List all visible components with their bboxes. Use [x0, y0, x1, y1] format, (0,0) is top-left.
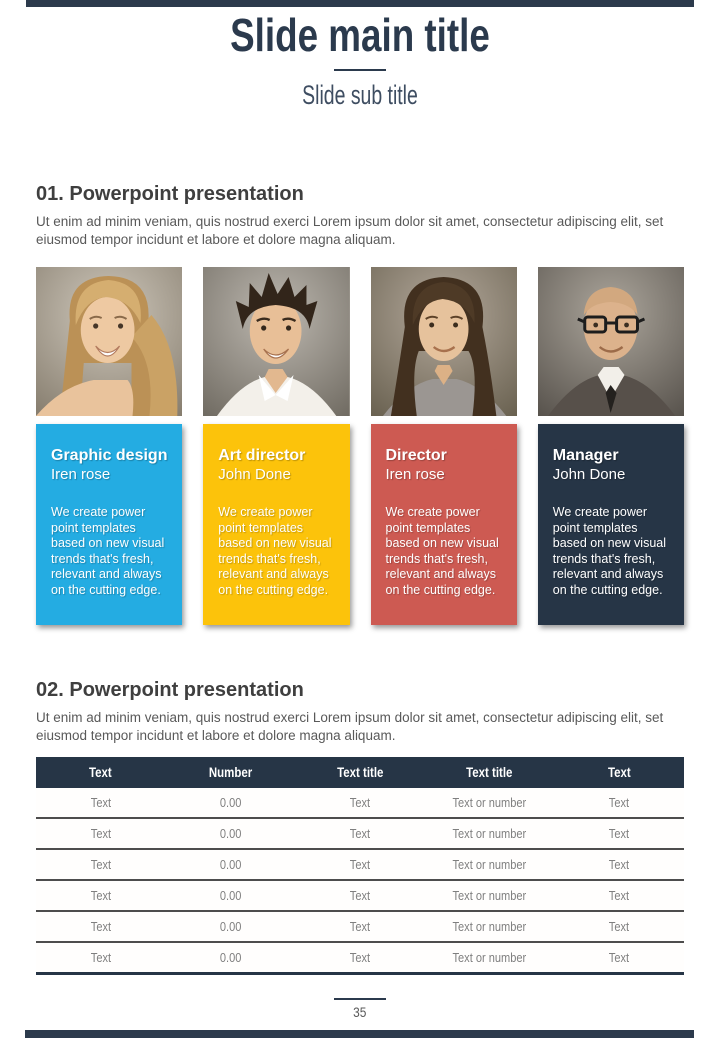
- table-cell: [295, 788, 425, 818]
- role-card-manager: [538, 424, 684, 625]
- card-role: Graphic design: [51, 447, 168, 464]
- header-label: Text title: [336, 765, 384, 780]
- cell-value: Text or number: [452, 826, 527, 841]
- table-cell: [554, 849, 684, 880]
- section1-body: Ut enim ad minim veniam, quis nostrud exerci Lorem ipsum dolor sit amet, consectetur adipiscing elit, set eiusmod tempor incidunt et labore et dolore magna aliquam.: [36, 214, 664, 247]
- card-role: Manager: [552, 447, 619, 464]
- slide-main-title: Slide main title: [230, 9, 490, 61]
- header-label: Text: [607, 765, 631, 780]
- portrait-photo-man-dark-hair-icon: [203, 267, 349, 416]
- table-cell: [554, 911, 684, 942]
- section2-body: Ut enim ad minim veniam, quis nostrud exerci Lorem ipsum dolor sit amet, consectetur adipiscing elit, set eiusmod tempor incidunt et labore et dolore magna aliquam.: [36, 710, 664, 743]
- card-person-name: Iren rose: [51, 466, 111, 483]
- table-cell: [166, 942, 296, 974]
- bottom-accent-bar: [25, 1030, 694, 1038]
- team-card-1: [36, 267, 182, 625]
- table-cell: [295, 849, 425, 880]
- table-cell: [295, 818, 425, 849]
- card-body-text: We create power point templates based on new visual trends that's fresh, relevant and always on the cutting edge.: [552, 505, 667, 597]
- cell-value: Text: [609, 919, 630, 934]
- table-cell: [554, 788, 684, 818]
- role-card-art-director: [203, 424, 349, 625]
- table-row: [36, 880, 684, 911]
- cell-value: 0.00: [219, 919, 242, 934]
- section-01: [36, 183, 684, 249]
- title-divider: [334, 69, 386, 71]
- table-cell: [554, 880, 684, 911]
- cell-value: Text or number: [452, 919, 527, 934]
- cell-value: 0.00: [219, 888, 242, 903]
- card-role: Art director: [218, 447, 306, 464]
- card-body-text: We create power point templates based on new visual trends that's fresh, relevant and always on the cutting edge.: [218, 505, 332, 597]
- table-cell: [36, 849, 166, 880]
- team-card-4: [538, 267, 684, 625]
- table-cell: [554, 942, 684, 974]
- cell-value: Text: [609, 826, 630, 841]
- table-cell: [295, 911, 425, 942]
- table-cell: [425, 788, 555, 818]
- table-row: [36, 849, 684, 880]
- cell-value: 0.00: [219, 795, 242, 810]
- cell-value: Text or number: [452, 950, 527, 965]
- card-role: Director: [385, 447, 447, 464]
- cell-value: Text: [90, 826, 111, 841]
- portrait-photo-woman-brunette-icon: [371, 267, 517, 416]
- table-row: [36, 911, 684, 942]
- table-cell: [36, 788, 166, 818]
- portrait-photo-woman-blonde-icon: [36, 267, 182, 416]
- section-02: [36, 679, 684, 745]
- data-table-container: [36, 757, 684, 975]
- table-header-cell: [295, 757, 425, 788]
- top-accent-bar: [26, 0, 694, 7]
- cell-value: Text: [349, 857, 371, 872]
- card-body-text: We create power point templates based on new visual trends that's fresh, relevant and always on the cutting edge.: [385, 505, 499, 597]
- role-card-director: [371, 424, 517, 625]
- portrait-photo-man-bald-glasses-icon: [538, 267, 684, 416]
- cell-value: Text: [90, 857, 111, 872]
- cell-value: Text: [90, 888, 111, 903]
- slide-sub-title: Slide sub title: [302, 80, 418, 110]
- team-card-3: [371, 267, 517, 625]
- page-number-value: 35: [353, 1004, 367, 1020]
- section2-heading: 02. Powerpoint presentation: [36, 679, 304, 701]
- table-header-cell: [166, 757, 296, 788]
- table-row: [36, 942, 684, 974]
- header-label: Text title: [466, 765, 513, 780]
- table-cell: [554, 818, 684, 849]
- table-cell: [166, 880, 296, 911]
- cell-value: Text: [349, 919, 371, 934]
- card-person-name: John Done: [552, 466, 626, 483]
- header-label: Number: [208, 765, 253, 780]
- role-card-graphic-design: [36, 424, 182, 625]
- page-number-divider: [334, 998, 386, 1000]
- table-cell: [36, 911, 166, 942]
- table-cell: [425, 818, 555, 849]
- table-cell: [36, 942, 166, 974]
- table-cell: [425, 880, 555, 911]
- cell-value: Text or number: [452, 857, 527, 872]
- header-label: Text: [89, 765, 113, 780]
- table-cell: [425, 942, 555, 974]
- table-cell: [295, 942, 425, 974]
- cell-value: Text: [90, 950, 111, 965]
- slide-header: [0, 10, 720, 110]
- cell-value: Text or number: [452, 795, 527, 810]
- table-cell: [166, 788, 296, 818]
- cell-value: Text or number: [452, 888, 527, 903]
- card-body-text: We create power point templates based on new visual trends that's fresh, relevant and always on the cutting edge.: [51, 505, 165, 597]
- cell-value: Text: [609, 950, 630, 965]
- cell-value: Text: [349, 888, 371, 903]
- cell-value: 0.00: [219, 857, 242, 872]
- team-cards: [36, 267, 684, 625]
- cell-value: Text: [609, 888, 630, 903]
- table-header-cell: [554, 757, 684, 788]
- cell-value: Text: [609, 795, 630, 810]
- page-number: [0, 1004, 720, 1020]
- table-cell: [36, 880, 166, 911]
- table-cell: [166, 818, 296, 849]
- card-person-name: John Done: [218, 466, 291, 483]
- table-header-cell: [425, 757, 555, 788]
- table-cell: [166, 911, 296, 942]
- table-cell: [425, 849, 555, 880]
- table-row: [36, 788, 684, 818]
- cell-value: Text: [90, 795, 111, 810]
- cell-value: Text: [349, 795, 371, 810]
- table-row: [36, 818, 684, 849]
- cell-value: Text: [90, 919, 111, 934]
- cell-value: Text: [609, 857, 630, 872]
- cell-value: 0.00: [219, 826, 242, 841]
- data-table: [36, 757, 684, 975]
- table-header-cell: [36, 757, 166, 788]
- cell-value: Text: [349, 950, 371, 965]
- team-card-2: [203, 267, 349, 625]
- table-cell: [425, 911, 555, 942]
- cell-value: Text: [349, 826, 371, 841]
- table-cell: [166, 849, 296, 880]
- table-header-row: [36, 757, 684, 788]
- cell-value: 0.00: [219, 950, 242, 965]
- table-cell: [295, 880, 425, 911]
- table-cell: [36, 818, 166, 849]
- section1-heading: 01. Powerpoint presentation: [36, 183, 304, 205]
- card-person-name: Iren rose: [385, 466, 445, 483]
